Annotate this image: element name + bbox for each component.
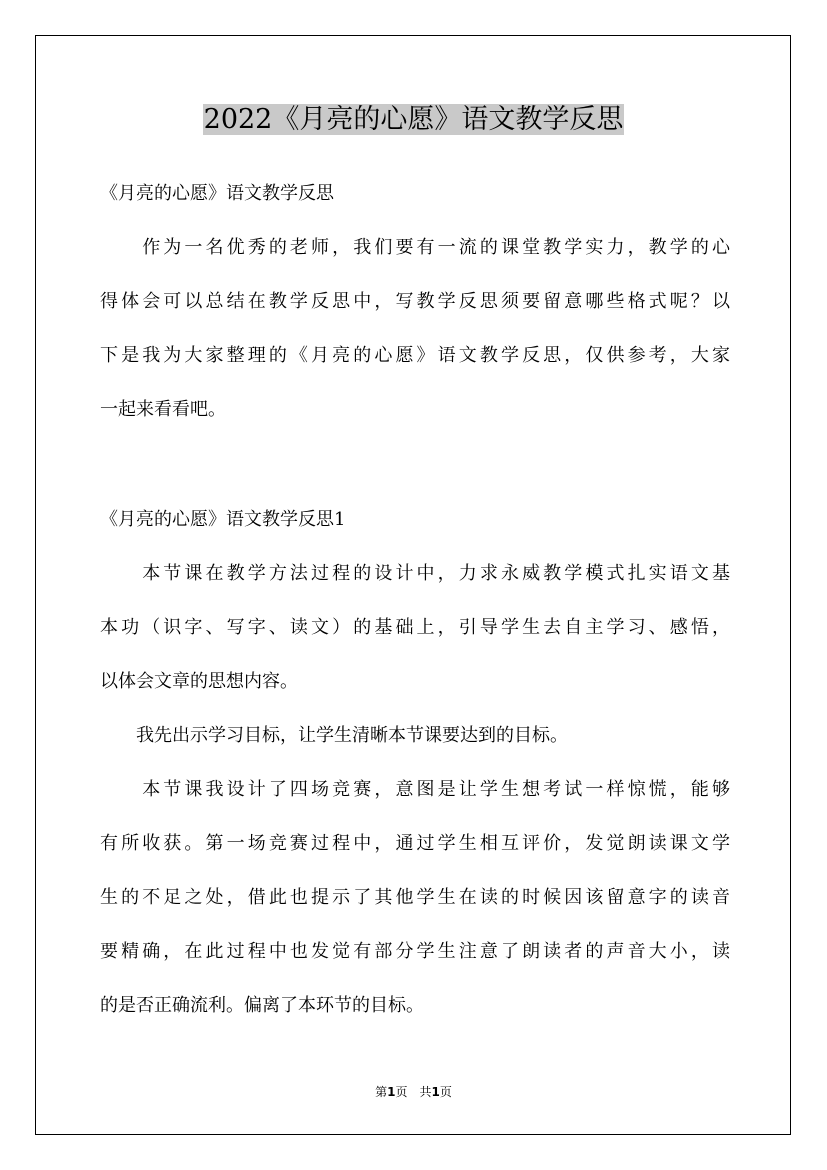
para3-line-3: 生的不足之处，借此也提示了其他学生在读的时候因该留意字的读音 <box>100 887 730 908</box>
document-title <box>0 100 827 140</box>
para1-line-1: 本节课在教学方法过程的设计中，力求永威教学模式扎实语文基 <box>100 563 730 584</box>
para1-line-2: 本功（识字、写字、读文）的基础上，引导学生去自主学习、感悟， <box>100 617 730 638</box>
intro-line-3: 下是我为大家整理的《月亮的心愿》语文教学反思，仅供参考，大家 <box>100 345 730 366</box>
para2-line-1: 我先出示学习目标，让学生清晰本节课要达到的目标。 <box>100 725 568 746</box>
intro-heading: 《月亮的心愿》语文教学反思 <box>100 183 334 204</box>
intro-line-1: 作为一名优秀的老师，我们要有一流的课堂教学实力，教学的心 <box>100 237 730 258</box>
para1-line-3: 以体会文章的思想内容。 <box>100 671 298 692</box>
footer-current-page: 1 <box>387 1085 396 1099</box>
para3-line-2: 有所收获。第一场竞赛过程中，通过学生相互评价，发觉朗读课文学 <box>100 833 730 854</box>
footer-mid: 页 共 <box>395 1085 432 1099</box>
footer-suffix: 页 <box>439 1085 452 1099</box>
section1-heading: 《月亮的心愿》语文教学反思1 <box>100 509 346 530</box>
intro-line-2: 得体会可以总结在教学反思中，写教学反思须要留意哪些格式呢？以 <box>100 291 730 312</box>
page-footer <box>0 1084 827 1100</box>
para3-line-1: 本节课我设计了四场竞赛，意图是让学生想考试一样惊慌，能够 <box>100 779 730 800</box>
intro-line-4: 一起来看看吧。 <box>100 399 226 420</box>
para3-line-5: 的是否正确流利。偏离了本环节的目标。 <box>100 995 424 1016</box>
para3-line-4: 要精确，在此过程中也发觉有部分学生注意了朗读者的声音大小，读 <box>100 941 730 962</box>
document-title-text: 2022《月亮的心愿》语文教学反思 <box>203 104 624 135</box>
footer-total-pages: 1 <box>431 1085 440 1099</box>
footer-prefix: 第 <box>375 1085 388 1099</box>
